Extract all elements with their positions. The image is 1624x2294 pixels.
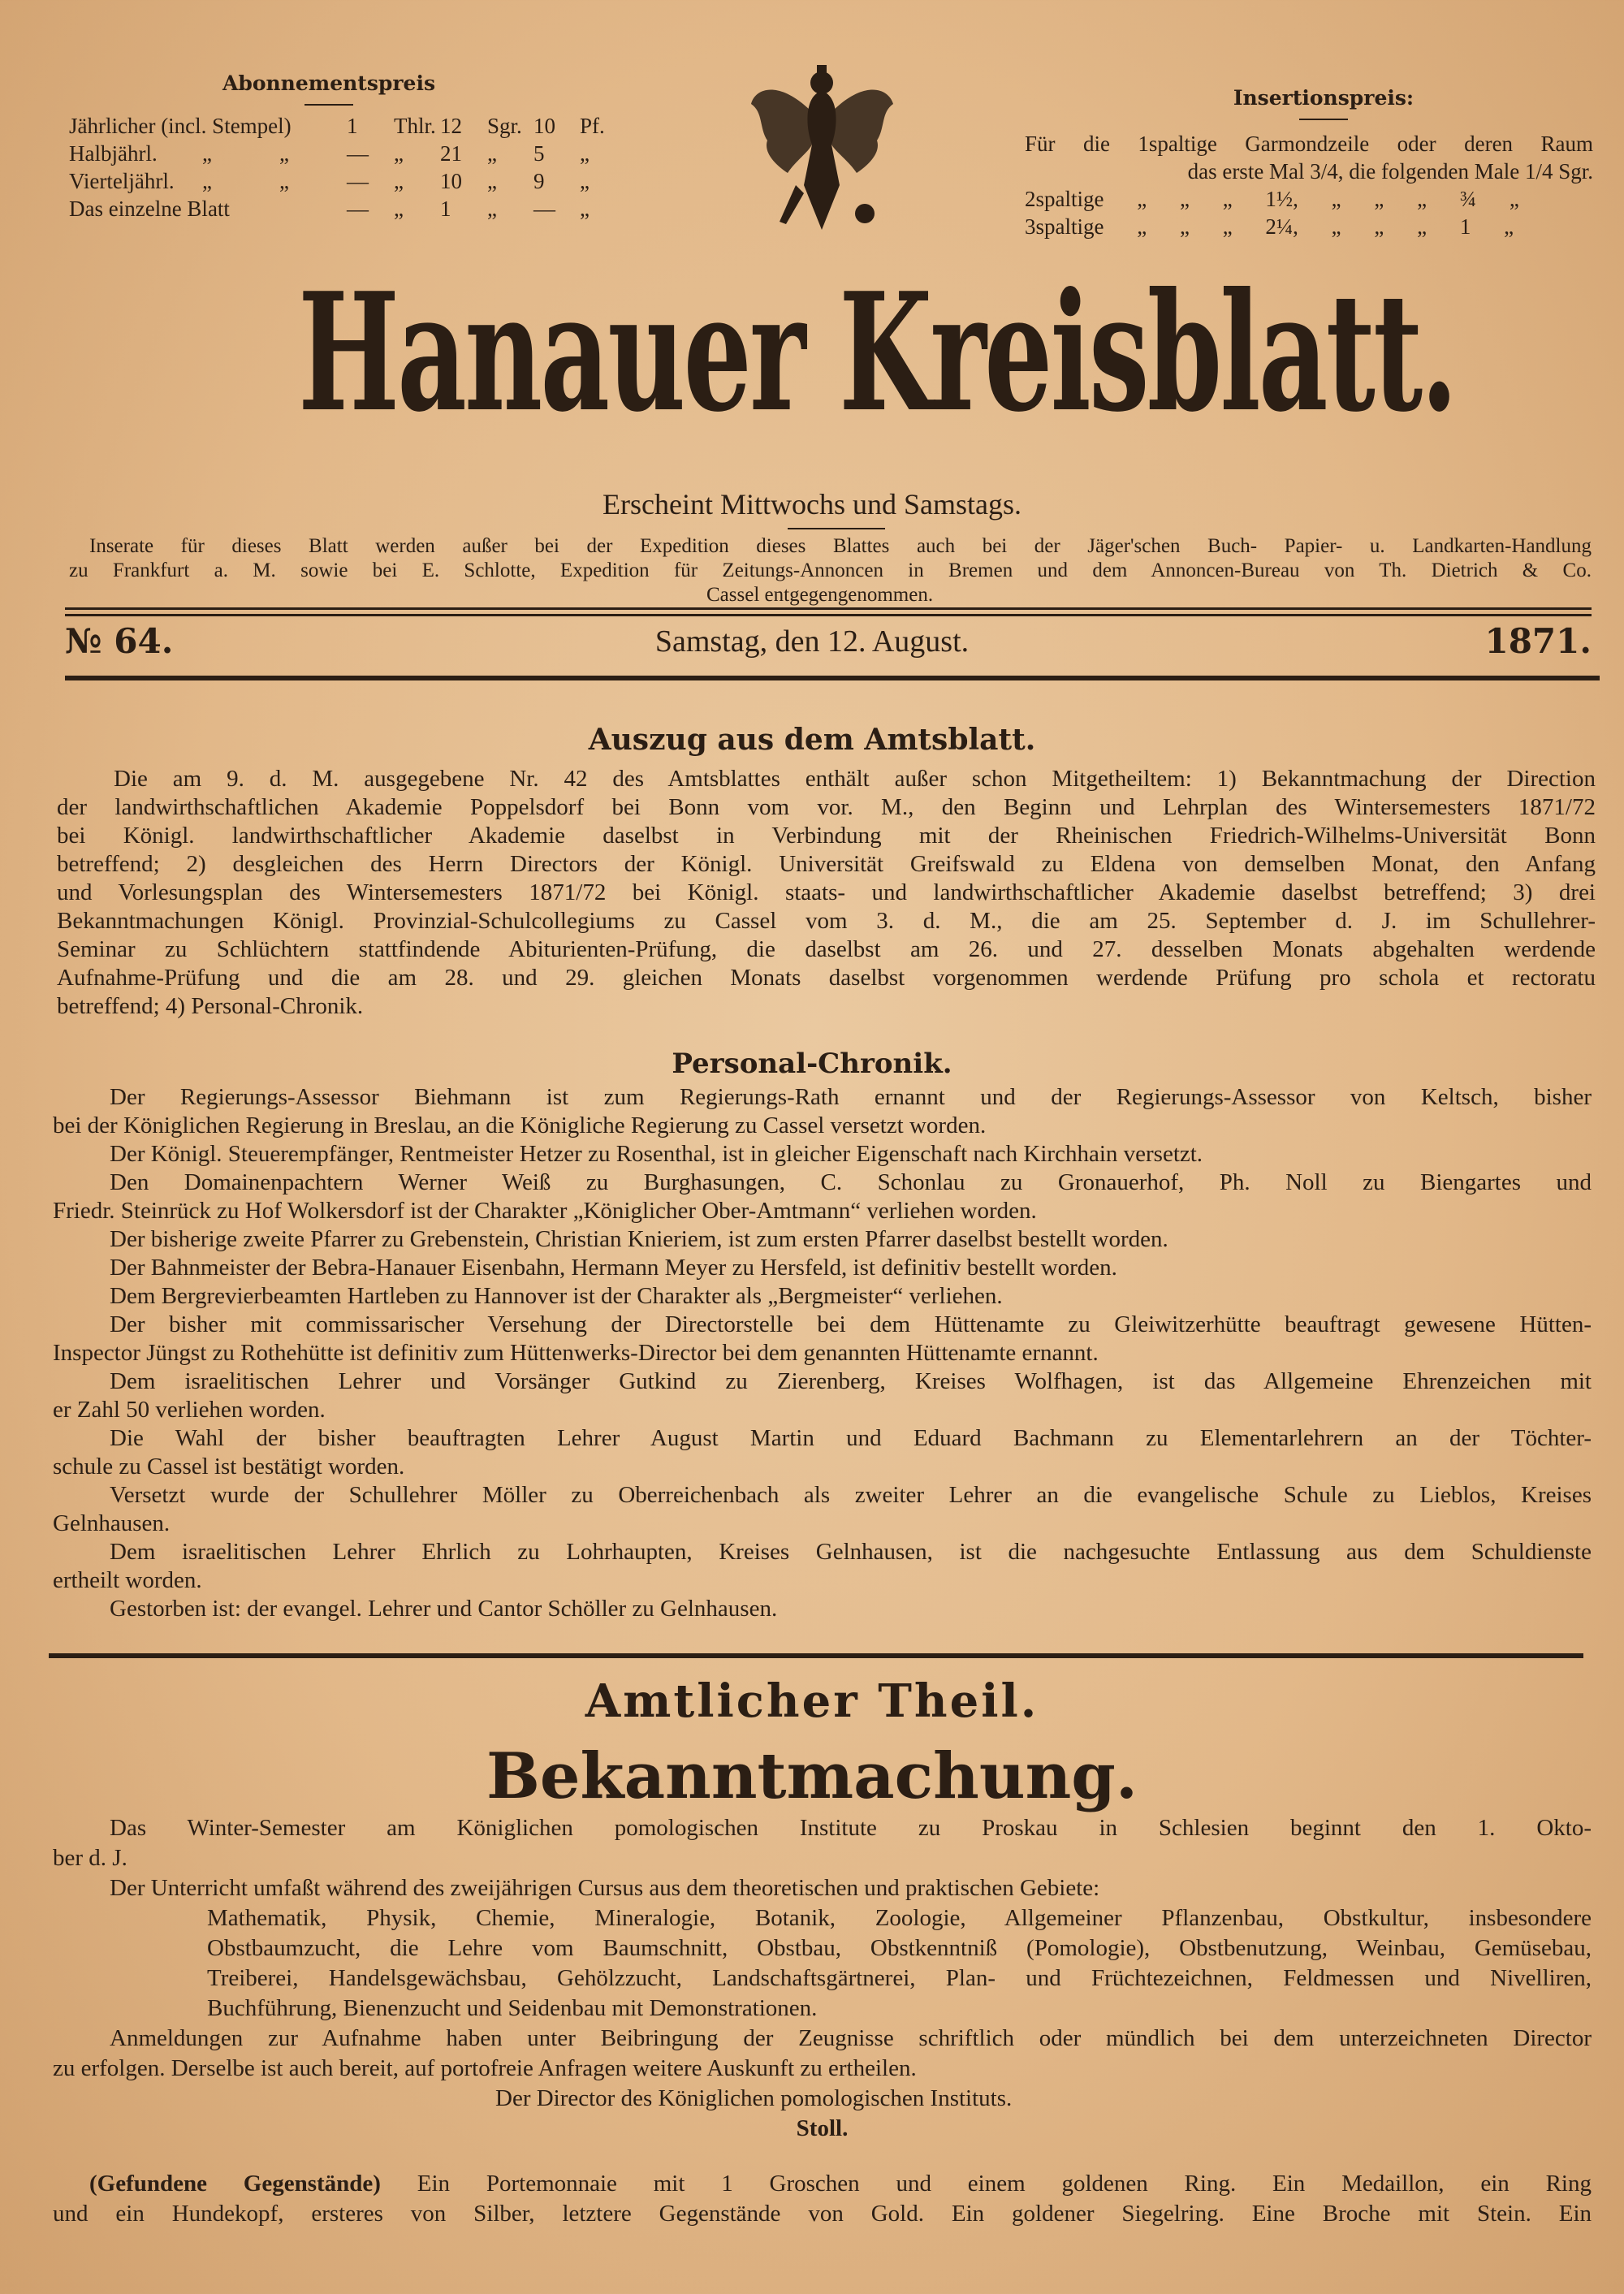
announcement-article [53, 1814, 1592, 2145]
section-heading-amtlich: Amtlicher Theil. [585, 1674, 1039, 1728]
insertion-line: Für die 1spaltige Garmondzeile oder deren Raum [1025, 132, 1593, 156]
found-items-notice [53, 2170, 1592, 2230]
text-line: Der Regierungs-Assessor Biehmann ist zum Regierungs-Rath ernannt und der Regierungs-Assessor von Keltsch, bisher [110, 1084, 1592, 1110]
text-line: und Vorlesungsplan des Wintersemesters 1871/72 bei Königl. staats- und landwirthschaftlicher Akademie daselbst betreffend; 3) drei [57, 879, 1596, 905]
text-line: Ein Portemonnaie mit 1 Groschen und einem goldenen Ring. Ein Medaillon, ein Ring [417, 2171, 1592, 2197]
double-rule [65, 614, 1592, 616]
signature: Stoll. [796, 2115, 849, 2141]
price-cell: „ [580, 141, 590, 166]
text-line: Der bisher mit commissarischer Versehung der Directorstelle bei dem Hüttenamte zu Gleiwitzerhütte beauftragt gewesene Hütten- [110, 1311, 1592, 1337]
text-line: Der bisherige zweite Pfarrer zu Grebenstein, Christian Knieriem, ist zum ersten Pfarrer daselbst bestellt worden. [110, 1226, 1168, 1252]
price-cell: 1 [347, 114, 358, 138]
masthead-title: Hanauer Kreisblatt. [298, 257, 1456, 448]
text-line: Aufnahme-Prüfung und die am 28. und 29. gleichen Monats daselbst vorgenommen werdende Prüfung pro schola et rectoratu [57, 965, 1596, 991]
price-cell: „ [279, 169, 289, 193]
price-cell: „ [394, 197, 404, 221]
insertion-line: das erste Mal 3/4, die folgenden Male 1/4 Sgr. [1187, 159, 1593, 184]
text-line: Den Domainenpachtern Werner Weiß zu Burghasungen, C. Schonlau zu Gronauerhof, Ph. Noll zu Biengartes und [110, 1169, 1592, 1195]
subscription-title: Abonnementspreis [222, 71, 436, 95]
masthead-title-wrap [0, 257, 1624, 448]
text-line: zu erfolgen. Derselbe ist auch bereit, auf portofreie Anfragen weitere Auskunft zu ertheilen. [53, 2055, 917, 2081]
price-cell: 21 [440, 141, 462, 166]
price-cell: — [347, 197, 369, 221]
price-cell: 12 [440, 114, 462, 138]
price-cell: — [533, 197, 555, 221]
text-line: Buchführung, Bienenzucht und Seidenbau mit Demonstrationen. [207, 1995, 818, 2021]
price-label: Vierteljährl. [69, 169, 175, 193]
auszug-article [57, 765, 1596, 1021]
text-line: Inspector Jüngst zu Rothehütte ist definitiv zum Hüttenwerks-Director bei dem genannten Hüttenamte ernannt. [53, 1340, 1099, 1366]
issue-date: Samstag, den 12. August. [654, 624, 970, 659]
announcement-title: Bekanntmachung. [486, 1739, 1138, 1813]
text-line: Die Wahl der bisher beauftragten Lehrer August Martin und Eduard Bachmann zu Elementarlehrern an der Töchter- [110, 1425, 1592, 1451]
text-line: betreffend; 2) desgleichen des Herrn Directors der Königl. Universität Greifswald zu Eldena von demselben Monat, den Anfang [57, 851, 1596, 877]
price-cell: „ [580, 169, 590, 193]
text-line: Das Winter-Semester am Königlichen pomologischen Institute zu Proskau in Schlesien beginnt den 1. Okto- [110, 1815, 1592, 1841]
insertion-line: 3spaltige „ „ „ 2¼, „ „ „ 1 „ [1025, 214, 1514, 239]
signatory-title: Der Director des Königlichen pomologischen Instituts. [495, 2085, 1013, 2111]
publication-schedule: Erscheint Mittwochs und Samstags. [603, 488, 1021, 521]
text-line: und ein Hundekopf, ersteres von Silber, letztere Gegenstände von Gold. Ein goldener Siegelring. Eine Broche mit Stein. Ein [53, 2201, 1592, 2227]
advert-notice-line: zu Frankfurt a. M. sowie bei E. Schlotte, Expedition für Zeitungs-Annoncen in Bremen und dem Annoncen-Bureau von Th. Dietrich & Co. [69, 559, 1592, 581]
text-line: Der Unterricht umfaßt während des zweijährigen Cursus aus dem theoretischen und praktischen Gebiete: [110, 1875, 1100, 1901]
price-cell: „ [394, 141, 404, 166]
price-cell: — [347, 169, 369, 193]
text-line: Die am 9. d. M. ausgegebene Nr. 42 des Amtsblattes enthält außer schon Mitgetheiltem: 1) Bekanntmachung der Direction [114, 766, 1596, 792]
text-line: Dem israelitischen Lehrer Ehrlich zu Lohrhaupten, Kreises Gelnhausen, ist die nachgesuchte Entlassung aus dem Schuldienste [110, 1539, 1592, 1565]
text-line: Der Bahnmeister der Bebra-Hanauer Eisenbahn, Hermann Meyer zu Hersfeld, ist definitiv bestellt worden. [110, 1255, 1117, 1281]
text-line: betreffend; 4) Personal-Chronik. [57, 993, 364, 1019]
price-label: Jährlicher (incl. Stempel) [69, 114, 292, 138]
text-line: Seminar zu Schlüchtern stattfindende Abiturienten-Prüfung, die daselbst am 26. und 27. desselben Monats abgehalten werdende [57, 936, 1596, 962]
issue-number: № 64. [65, 621, 174, 661]
text-line: Obstbaumzucht, die Lehre vom Baumschnitt, Obstbau, Obstkenntniß (Pomologie), Obstbenutzung, Weinbau, Gemüsebau, [207, 1935, 1592, 1961]
text-line: der landwirthschaftlichen Akademie Poppelsdorf bei Bonn vom vor. M., den Beginn und Lehrplan des Wintersemesters 1871/72 [57, 794, 1596, 820]
text-line: ber d. J. [53, 1845, 127, 1871]
price-label: Halbjährl. [69, 141, 158, 166]
price-cell: Pf. [580, 114, 605, 138]
divider [1299, 119, 1348, 120]
section-heading-auszug: Auszug aus dem Amtsblatt. [588, 723, 1036, 757]
price-cell: „ [202, 141, 212, 166]
section-heading-chronik: Personal-Chronik. [672, 1048, 952, 1080]
price-cell: „ [394, 169, 404, 193]
text-line: bei der Königlichen Regierung in Breslau, an die Königliche Regierung zu Cassel versetzt worden. [53, 1112, 987, 1138]
price-cell: „ [279, 141, 289, 166]
text-line: Mathematik, Physik, Chemie, Mineralogie, Botanik, Zoologie, Allgemeiner Pflanzenbau, Obstkultur, insbesondere [207, 1905, 1592, 1931]
price-cell: „ [487, 141, 497, 166]
price-cell: 5 [533, 141, 545, 166]
price-cell: „ [580, 197, 590, 221]
text-line: Dem israelitischen Lehrer und Vorsänger Gutkind zu Zierenberg, Kreises Wolfhagen, ist das Allgemeine Ehrenzeichen mit [110, 1368, 1592, 1394]
chronik-article [53, 1083, 1592, 1623]
text-line: Der Königl. Steuerempfänger, Rentmeister Hetzer zu Rosenthal, ist in gleicher Eigenschaft nach Kirchhain versetzt. [110, 1141, 1203, 1167]
divider [304, 104, 353, 106]
text-line: ertheilt worden. [53, 1567, 202, 1593]
price-cell: „ [487, 197, 497, 221]
price-cell: 10 [533, 114, 555, 138]
price-cell: Thlr. [394, 114, 436, 138]
divider [788, 528, 885, 529]
text-line: Dem Bergrevierbeamten Hartleben zu Hannover ist der Charakter als „Bergmeister“ verliehen. [110, 1283, 1003, 1309]
price-cell: 1 [440, 197, 451, 221]
text-line: bei Königl. landwirthschaftlicher Akademie daselbst in Verbindung mit der Rheinischen Friedrich-Wilhelms-Universität Bonn [57, 823, 1596, 849]
prussian-eagle-emblem [747, 63, 897, 238]
text-line: Bekanntmachungen Königl. Provinzial-Schulcollegiums zu Cassel vom 3. d. M., die am 25. September d. J. im Schullehrer- [57, 908, 1596, 934]
text-line: Friedr. Steinrück zu Hof Wolkersdorf ist der Charakter „Königlicher Ober-Amtmann“ verliehen worden. [53, 1198, 1037, 1224]
text-line: schule zu Cassel ist bestätigt worden. [53, 1454, 405, 1480]
double-rule [65, 607, 1592, 610]
issue-year: 1871. [1484, 621, 1592, 661]
price-cell: 10 [440, 169, 462, 193]
price-label: Das einzelne Blatt [69, 197, 230, 221]
price-cell: „ [487, 169, 497, 193]
thick-rule [49, 1653, 1583, 1658]
text-line: Treiberei, Handelsgewächsbau, Gehölzzucht, Landschaftsgärtnerei, Plan- und Früchtezeichnen, Feldmessen und Nivelliren, [207, 1965, 1592, 1991]
advert-notice-line: Inserate für dieses Blatt werden außer bei der Expedition dieses Blattes auch bei der Jäger'schen Buch- Papier- u. Landkarten-Handlung [89, 535, 1592, 557]
found-items-label: (Gefundene Gegenstände) [89, 2171, 381, 2197]
price-cell: „ [202, 169, 212, 193]
text-line: Versetzt wurde der Schullehrer Möller zu Oberreichenbach als zweiter Lehrer an die evangelische Schule zu Lieblos, Kreises [110, 1482, 1592, 1508]
text-line: er Zahl 50 verliehen worden. [53, 1397, 326, 1423]
text-line: Anmeldungen zur Aufnahme haben unter Beibringung der Zeugnisse schriftlich oder mündlich bei dem unterzeichneten Director [110, 2025, 1592, 2051]
insertion-title: Insertionspreis: [1233, 86, 1415, 110]
thick-rule [65, 676, 1600, 680]
text-line: Gelnhausen. [53, 1510, 171, 1536]
price-cell: Sgr. [487, 114, 522, 138]
insertion-line: 2spaltige „ „ „ 1½, „ „ „ ¾ „ [1025, 187, 1519, 211]
text-line: Gestorben ist: der evangel. Lehrer und Cantor Schöller zu Gelnhausen. [110, 1596, 778, 1622]
price-cell: — [347, 141, 369, 166]
advert-notice-line: Cassel entgegengenommen. [706, 584, 934, 606]
price-cell: 9 [533, 169, 545, 193]
